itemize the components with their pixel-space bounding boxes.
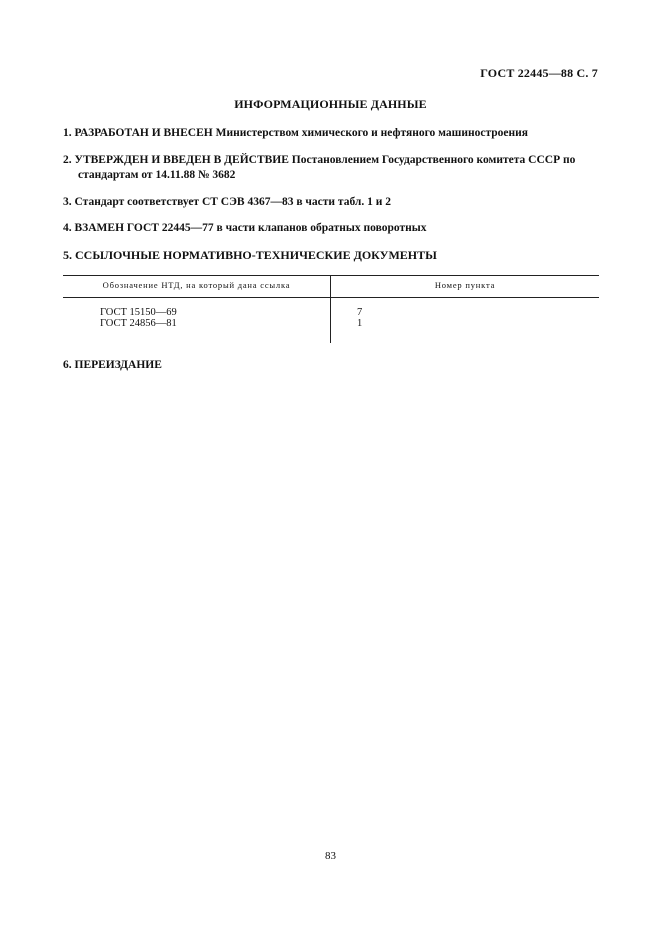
item-approved-head: 2. УТВЕРЖДЕН И ВВЕДЕН В ДЕЙСТВИЕ	[63, 154, 289, 166]
item-references-head: 5. ССЫЛОЧНЫЕ НОРМАТИВНО-ТЕХНИЧЕСКИЕ ДОКУМЕНТЫ	[63, 248, 437, 262]
table-cell-document: ГОСТ 24856—81	[100, 318, 177, 329]
item-replaces-body: в части клапанов обратных поворотных	[216, 222, 427, 234]
table-header-rule	[63, 297, 599, 298]
item-developed-head: 1. РАЗРАБОТАН И ВНЕСЕН	[63, 127, 213, 139]
table-cell-clause: 7	[357, 307, 363, 318]
item-approved-body: Постановлением Государственного комитета СССР по	[291, 154, 576, 166]
item-reissue-head: 6. ПЕРЕИЗДАНИЕ	[63, 359, 162, 371]
item-developed-body: Министерством химического и нефтяного машиностроения	[215, 127, 528, 139]
item-conforms-head: 3. Стандарт соответствует СТ СЭВ 4367—83 в части табл. 1 и 2	[63, 196, 391, 208]
item-reissue	[63, 358, 603, 373]
table-cell-document: ГОСТ 15150—69	[100, 307, 177, 318]
table-header-clause: Номер пункта	[434, 280, 496, 290]
item-replaces	[63, 221, 603, 236]
document-title: ИНФОРМАЦИОННЫЕ ДАННЫЕ	[234, 97, 427, 111]
table-cell-clause: 1	[357, 318, 363, 329]
item-conforms	[63, 195, 603, 210]
page-number: 83	[325, 850, 336, 862]
item-approved-continuation: стандартам от 14.11.88 № 3682	[78, 169, 236, 181]
references-table	[63, 275, 599, 343]
item-replaces-head: 4. ВЗАМЕН ГОСТ 22445—77	[63, 222, 214, 234]
item-references	[63, 248, 603, 263]
table-header-document: Обозначение НТД, на который дана ссылка	[102, 280, 291, 290]
item-approved	[63, 153, 603, 183]
running-header: ГОСТ 22445—88 С. 7	[480, 66, 598, 80]
item-developed	[63, 126, 603, 141]
table-top-rule	[63, 275, 599, 276]
